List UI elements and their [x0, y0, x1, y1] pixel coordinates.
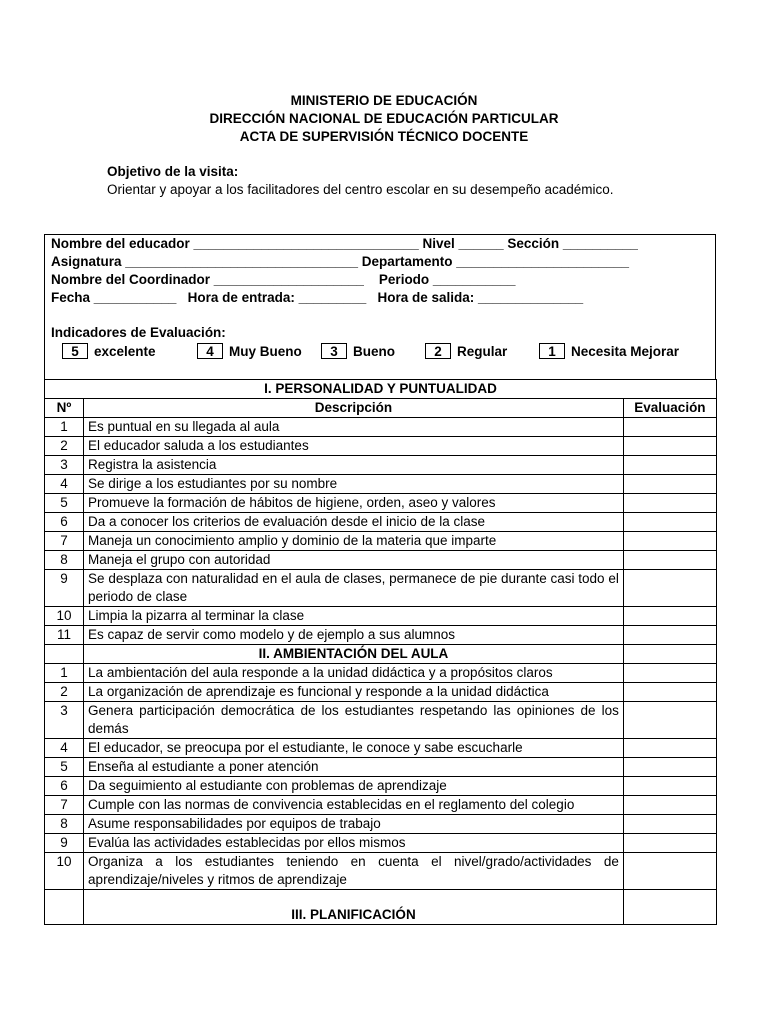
- table-row: [45, 475, 717, 494]
- row-description: Cumple con las normas de convivencia establecidas en el reglamento del colegio: [84, 796, 624, 815]
- indicator-2: 2 Regular: [425, 343, 507, 359]
- row-number: 8: [45, 815, 84, 834]
- evaluation-cell[interactable]: [623, 834, 716, 853]
- ministry-title: MINISTERIO DE EDUCACIÓN: [290, 93, 478, 108]
- row-number: 7: [45, 532, 84, 551]
- row-description: Limpia la pizarra al terminar la clase: [84, 607, 624, 626]
- table-row: [45, 664, 717, 683]
- empty-cell: [45, 645, 84, 664]
- section-3-title: III. PLANIFICACIÓN: [84, 890, 624, 925]
- empty-cell: [45, 890, 84, 925]
- row-number: 6: [45, 777, 84, 796]
- subject-line: Asignatura _______________________________ Departamento _______________________: [51, 254, 629, 269]
- row-description: Promueve la formación de hábitos de higiene, orden, aseo y valores: [84, 494, 624, 513]
- directorate-title: DIRECCIÓN NACIONAL DE EDUCACIÓN PARTICULAR: [209, 111, 559, 126]
- row-number: 10: [45, 853, 84, 890]
- row-number: 1: [45, 664, 84, 683]
- table-row: [45, 853, 717, 890]
- row-description: Da a conocer los criterios de evaluación desde el inicio de la clase: [84, 513, 624, 532]
- evaluation-cell[interactable]: [623, 702, 716, 739]
- column-evaluation-header: Evaluación: [623, 399, 716, 418]
- row-description: Registra la asistencia: [84, 456, 624, 475]
- row-number: 4: [45, 475, 84, 494]
- table-row: [45, 532, 717, 551]
- evaluation-cell[interactable]: [623, 777, 716, 796]
- table-row: [45, 626, 717, 645]
- evaluation-cell[interactable]: [623, 758, 716, 777]
- evaluation-cell[interactable]: [623, 796, 716, 815]
- row-description: Asume responsabilidades por equipos de trabajo: [84, 815, 624, 834]
- evaluation-cell[interactable]: [623, 853, 716, 890]
- row-number: 1: [45, 418, 84, 437]
- row-description: La organización de aprendizaje es funcional y responde a la unidad didáctica: [84, 683, 624, 702]
- evaluation-cell[interactable]: [623, 570, 716, 607]
- row-number: 7: [45, 796, 84, 815]
- table-row: [45, 494, 717, 513]
- row-description: Se desplaza con naturalidad en el aula de clases, permanece de pie durante casi todo el periodo de clase: [84, 570, 624, 607]
- row-description: Da seguimiento al estudiante con problemas de aprendizaje: [84, 777, 624, 796]
- indicator-4: 4 Muy Bueno: [197, 343, 302, 359]
- row-description: Es capaz de servir como modelo y de ejemplo a sus alumnos: [84, 626, 624, 645]
- evaluation-cell[interactable]: [623, 626, 716, 645]
- act-title: ACTA DE SUPERVISIÓN TÉCNICO DOCENTE: [239, 129, 529, 144]
- document-header: [0, 92, 768, 146]
- row-description: Evalúa las actividades establecidas por ellos mismos: [84, 834, 624, 853]
- row-description: Es puntual en su llegada al aula: [84, 418, 624, 437]
- table-row: [45, 437, 717, 456]
- evaluation-cell[interactable]: [623, 475, 716, 494]
- evaluation-cell[interactable]: [623, 664, 716, 683]
- row-number: 3: [45, 456, 84, 475]
- evaluation-cell[interactable]: [623, 739, 716, 758]
- table-row: [45, 796, 717, 815]
- table-row: [45, 702, 717, 739]
- evaluation-cell[interactable]: [623, 513, 716, 532]
- row-number: 3: [45, 702, 84, 739]
- table-row: [45, 456, 717, 475]
- row-description: Organiza a los estudiantes teniendo en cuenta el nivel/grado/actividades de aprendizaje/niveles y ritmos de aprendizaje: [84, 853, 624, 890]
- section-header-2: [45, 645, 717, 664]
- educator-name-line: Nombre del educador ______________________________ Nivel ______ Sección __________: [51, 236, 638, 251]
- evaluation-cell[interactable]: [623, 532, 716, 551]
- row-description: Maneja el grupo con autoridad: [84, 551, 624, 570]
- row-number: 10: [45, 607, 84, 626]
- row-number: 2: [45, 683, 84, 702]
- objective-section: [107, 163, 660, 199]
- evaluation-cell[interactable]: [623, 418, 716, 437]
- evaluation-cell[interactable]: [623, 456, 716, 475]
- evaluation-cell[interactable]: [623, 815, 716, 834]
- section-header-1: I. PERSONALIDAD Y PUNTUALIDAD: [45, 380, 717, 399]
- indicators-scale: [62, 343, 712, 361]
- table-row: [45, 513, 717, 532]
- table-row: [45, 834, 717, 853]
- row-description: Enseña al estudiante a poner atención: [84, 758, 624, 777]
- row-description: El educador, se preocupa por el estudiante, le conoce y sabe escucharle: [84, 739, 624, 758]
- objective-title: Objetivo de la visita:: [107, 164, 239, 179]
- column-description-header: Descripción: [84, 399, 624, 418]
- coordinator-line: Nombre del Coordinador ____________________ Periodo ___________: [51, 272, 516, 287]
- row-number: 6: [45, 513, 84, 532]
- table-row: [45, 418, 717, 437]
- row-number: 9: [45, 570, 84, 607]
- table-row: [45, 739, 717, 758]
- row-number: 11: [45, 626, 84, 645]
- row-description: El educador saluda a los estudiantes: [84, 437, 624, 456]
- column-number-header: Nº: [45, 399, 84, 418]
- section-header-3: [45, 890, 717, 925]
- evaluation-cell[interactable]: [623, 551, 716, 570]
- table-row: [45, 758, 717, 777]
- indicators-title: Indicadores de Evaluación:: [51, 325, 226, 340]
- row-number: 2: [45, 437, 84, 456]
- row-number: 9: [45, 834, 84, 853]
- row-number: 5: [45, 758, 84, 777]
- table-row: [45, 683, 717, 702]
- evaluation-table: [44, 379, 717, 925]
- evaluation-cell[interactable]: [623, 683, 716, 702]
- indicator-5: 5 excelente: [62, 343, 156, 359]
- row-number: 4: [45, 739, 84, 758]
- row-number: 8: [45, 551, 84, 570]
- educator-info-box: [44, 234, 716, 380]
- table-row: [45, 607, 717, 626]
- indicator-1: 1 Necesita Mejorar: [539, 343, 679, 359]
- section-2-title: II. AMBIENTACIÓN DEL AULA: [84, 645, 624, 664]
- table-row: [45, 815, 717, 834]
- row-description: La ambientación del aula responde a la unidad didáctica y a propósitos claros: [84, 664, 624, 683]
- indicator-3: 3 Bueno: [321, 343, 395, 359]
- empty-cell: [623, 645, 716, 664]
- table-row: [45, 777, 717, 796]
- evaluation-cell[interactable]: [623, 437, 716, 456]
- table-row: [45, 551, 717, 570]
- empty-cell: [623, 890, 716, 925]
- evaluation-cell[interactable]: [623, 607, 716, 626]
- table-row: [45, 570, 717, 607]
- evaluation-cell[interactable]: [623, 494, 716, 513]
- table-header-row: [45, 399, 717, 418]
- row-description: Se dirige a los estudiantes por su nombre: [84, 475, 624, 494]
- row-description: Genera participación democrática de los estudiantes respetando las opiniones de los demás: [84, 702, 624, 739]
- row-description: Maneja un conocimiento amplio y dominio de la materia que imparte: [84, 532, 624, 551]
- objective-text: Orientar y apoyar a los facilitadores del centro escolar en su desempeño académico.: [107, 182, 614, 197]
- date-time-line: Fecha ___________ Hora de entrada: _________ Hora de salida: ______________: [51, 290, 584, 305]
- row-number: 5: [45, 494, 84, 513]
